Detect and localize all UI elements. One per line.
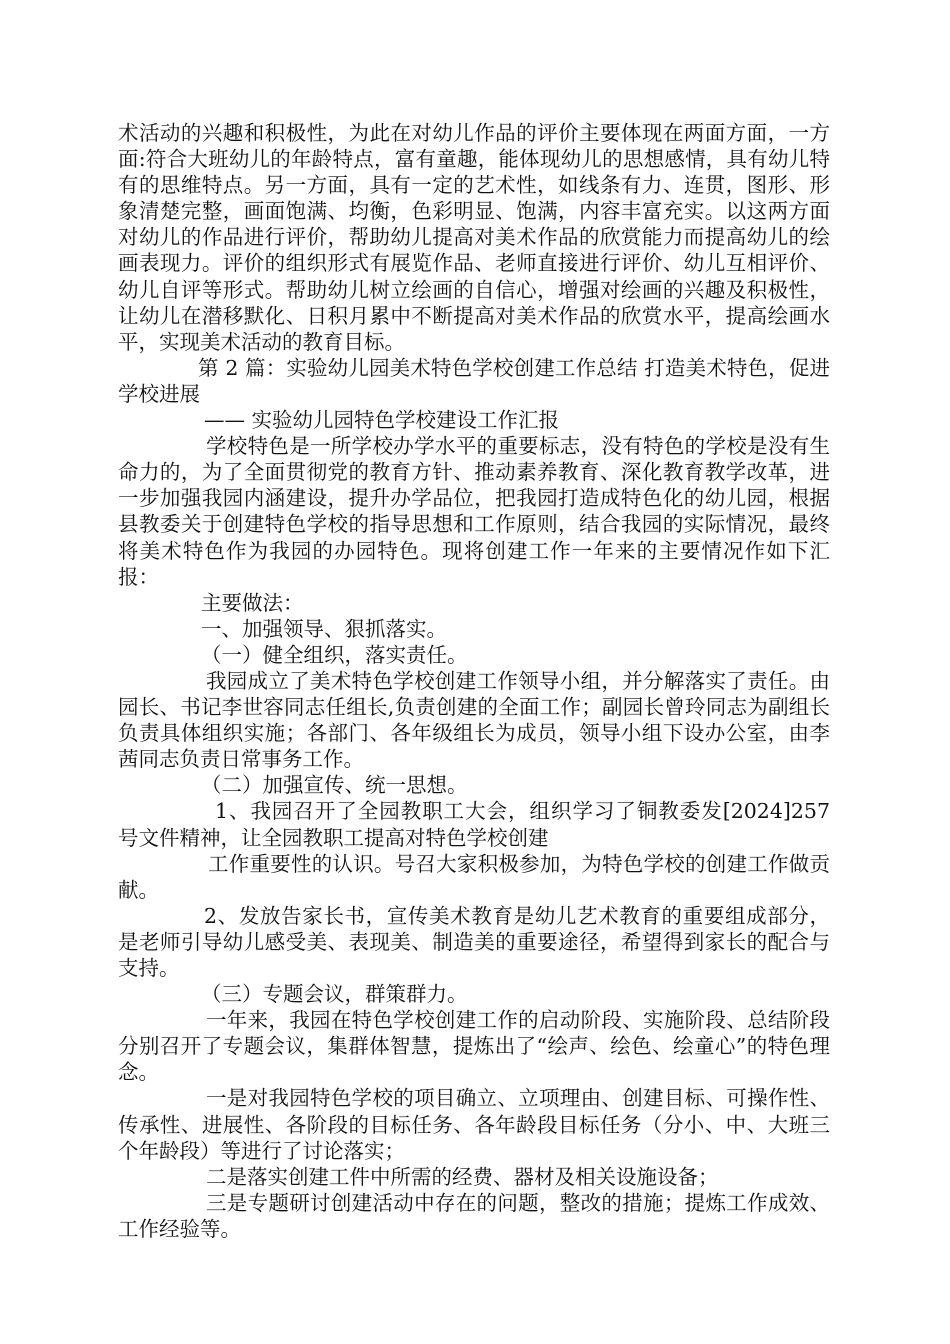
paragraph-organization: 我园成立了美术特色学校创建工作领导小组，并分解落实了责任。由园长、书记李世容同志任组长,负责创建的全面工作；副园长曾玲同志为副组长负责具体组织实施；各部门、各年级组长为成员，领导小组下设办公室，由李茜同志负责日常事务工作。 bbox=[118, 668, 830, 772]
paragraph-meetings: 一年来，我园在特色学校创建工作的启动阶段、实施阶段、总结阶段分别召开了专题会议，集群体智慧，提炼出了“绘声、绘色、绘童心”的特色理念。 bbox=[118, 1008, 830, 1085]
paragraph-point-2: 二是落实创建工件中所需的经费、器材及相关设施设备； bbox=[206, 1164, 719, 1189]
heading-subsection-2: （二）加强宣传、统一思想。 bbox=[201, 773, 468, 798]
paragraph-point-1: 一是对我园特色学校的项目确立、立项理由、创建目标、可操作性、传承性、进展性、各阶段的目标任务、各年龄段目标任务（分小、中、大班三个年龄段）等进行了讨论落实； bbox=[118, 1086, 830, 1163]
paragraph-item-1-cont: 工作重要性的认识。号召大家积极参加，为特色学校的创建工作做贡献。 bbox=[118, 851, 830, 902]
paragraph-point-3: 三是专题研讨创建活动中存在的问题，整改的措施；提炼工作成效、工作经验等。 bbox=[118, 1190, 830, 1241]
document-page bbox=[118, 120, 830, 1242]
paragraph-intro: 学校特色是一所学校办学水平的重要标志，没有特色的学校是没有生命力的，为了全面贯彻党的教育方针、推动素养教育、深化教育教学改革，进一步加强我园内涵建设，提升办学品位，把我园打造成特色化的幼儿园，根据县教委关于创建特色学校的指导思想和工作原则，结合我园的实际情况，最终将美术特色作为我园的办园特色。现将创建工作一年来的主要情况作如下汇报： bbox=[118, 434, 830, 589]
article-title: 第 2 篇：实验幼儿园美术特色学校创建工作总结 打造美术特色，促进学校进展 bbox=[118, 355, 830, 406]
paragraph-art-evaluation: 术活动的兴趣和积极性，为此在对幼儿作品的评价主要体现在两面方面，一方面:符合大班幼儿的年龄特点，富有童趣，能体现幼儿的思想感情，具有幼儿特有的思维特点。另一方面，具有一定的艺术性，如线条有力、连贯，图形、形象清楚完整，画面饱满、均衡，色彩明显、饱满，内容丰富充实。以这两方面对幼儿的作品进行评价，帮助幼儿提高对美术作品的欣赏能力而提高幼儿的绘画表现力。评价的组织形式有展览作品、老师直接进行评价、幼儿互相评价、幼儿自评等形式。帮助幼儿树立绘画的自信心，增强对绘画的兴趣及积极性，让幼儿在潜移默化、日积月累中不断提高对美术作品的欣赏水平，提高绘画水平，实现美术活动的教育目标。 bbox=[118, 121, 830, 354]
heading-subsection-3: （三）专题会议，群策群力。 bbox=[201, 982, 468, 1007]
paragraph-item-2: 2、发放告家长书，宣传美术教育是幼儿艺术教育的重要组成部分，是老师引导幼儿感受美、表现美、制造美的重要途径，希望得到家长的配合与支持。 bbox=[118, 903, 830, 980]
article-subtitle: —— 实验幼儿园特色学校建设工作汇报 bbox=[204, 408, 560, 433]
heading-section-1: 一、加强领导、狠抓落实。 bbox=[201, 616, 447, 641]
heading-main-practices: 主要做法： bbox=[201, 590, 304, 615]
paragraph-item-1: 1、我园召开了全园教职工大会，组织学习了铜教委发[2024]257 号文件精神，让全园教职工提高对特色学校创建 bbox=[118, 799, 830, 850]
heading-subsection-1: （一）健全组织，落实责任。 bbox=[201, 642, 468, 667]
